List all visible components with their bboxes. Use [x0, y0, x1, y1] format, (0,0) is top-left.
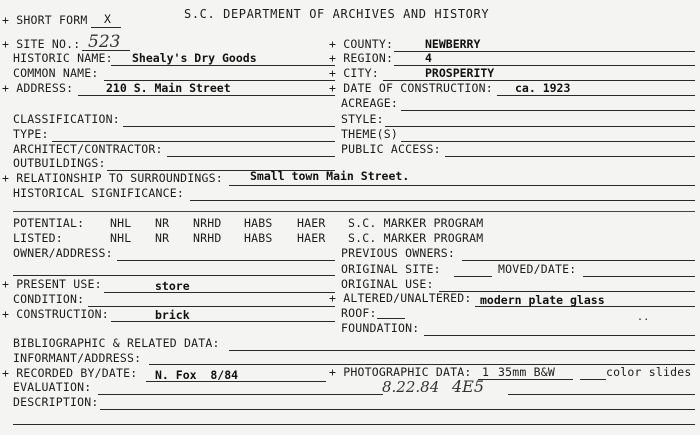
county-value: NEWBERRY: [425, 37, 481, 51]
outbuildings-label: OUTBUILDINGS:: [13, 156, 106, 170]
construction-value: brick: [155, 308, 190, 322]
potential-label: POTENTIAL:: [13, 216, 85, 230]
evaluation-label: EVALUATION:: [13, 380, 92, 394]
potential-marker-program: S.C. MARKER PROGRAM: [348, 216, 484, 230]
owner-address-line-2: [13, 275, 335, 276]
photo-count: 1: [482, 365, 490, 379]
present-use-label: + PRESENT USE:: [2, 277, 102, 291]
present-use-value: store: [155, 279, 190, 293]
bibliographic-label: BIBLIOGRAPHIC & RELATED DATA:: [13, 336, 220, 350]
description-label: DESCRIPTION:: [13, 395, 99, 409]
photo-35mm: 35mm B&W: [498, 365, 555, 379]
public-access-line: [445, 156, 695, 157]
architect-label: ARCHITECT/CONTRACTOR:: [13, 142, 163, 156]
previous-owners-line: [462, 260, 695, 261]
address-label: + ADDRESS:: [2, 81, 74, 95]
listed-marker-program: S.C. MARKER PROGRAM: [348, 231, 484, 245]
photographic-label: + PHOTOGRAPHIC DATA:: [329, 365, 472, 379]
section-divider: [13, 211, 695, 212]
relationship-line: [229, 185, 695, 186]
moved-date-label: MOVED/DATE:: [498, 262, 577, 276]
owner-address-line: [117, 260, 335, 261]
style-label: STYLE:: [341, 112, 384, 126]
potential-nhl: NHL: [110, 216, 132, 230]
date-of-construction-line: [497, 95, 695, 96]
common-name-label: COMMON NAME:: [13, 66, 99, 80]
theme-line: [401, 141, 695, 142]
potential-habs: HABS: [244, 216, 273, 230]
type-label: TYPE:: [13, 127, 49, 141]
site-no-value: 523: [88, 32, 121, 52]
moved-date-line: [583, 276, 695, 277]
listed-nr: NR: [155, 231, 170, 245]
historic-name-label: HISTORIC NAME:: [13, 51, 113, 65]
short-form-mark: X: [104, 12, 111, 26]
construction-label: + CONSTRUCTION:: [2, 307, 109, 321]
listed-haer: HAER: [297, 231, 326, 245]
relationship-value: Small town Main Street.: [250, 169, 410, 183]
altered-line: [475, 306, 695, 307]
relationship-label: + RELATIONSHIP TO SURROUNDINGS:: [2, 171, 223, 185]
recorded-by-label: + RECORDED BY/DATE:: [2, 366, 138, 380]
roof-line: [377, 318, 405, 319]
county-line: [394, 51, 695, 52]
original-use-line: [439, 291, 695, 292]
altered-label: + ALTERED/UNALTERED:: [329, 291, 472, 305]
public-access-label: PUBLIC ACCESS:: [341, 142, 441, 156]
informant-label: INFORMANT/ADDRESS:: [13, 351, 142, 365]
listed-nhl: NHL: [110, 231, 132, 245]
photo-35mm-line: [478, 379, 573, 380]
classification-label: CLASSIFICATION:: [13, 112, 120, 126]
condition-label: CONDITION:: [13, 292, 85, 306]
county-label: + COUNTY:: [329, 37, 394, 51]
short-form-label: + SHORT FORM: [2, 13, 88, 27]
original-site-label: ORIGINAL SITE:: [341, 262, 441, 276]
historical-significance-line: [190, 200, 695, 201]
acreage-label: ACREAGE:: [341, 96, 398, 110]
listed-habs: HABS: [244, 231, 273, 245]
potential-nr: NR: [155, 216, 170, 230]
evaluation-line: [98, 394, 383, 395]
address-line: [78, 95, 335, 96]
historic-name-value: Shealy's Dry Goods: [132, 51, 257, 65]
original-use-label: ORIGINAL USE:: [341, 277, 434, 291]
stray-marks: ..: [637, 312, 650, 323]
construction-line: [111, 321, 335, 322]
potential-haer: HAER: [297, 216, 326, 230]
foundation-line: [424, 335, 695, 336]
theme-label: THEME(S): [341, 127, 398, 141]
color-slides: color slides: [606, 365, 692, 379]
form-title: S.C. DEPARTMENT OF ARCHIVES AND HISTORY: [184, 7, 490, 21]
short-form-line: [91, 27, 121, 28]
bibliographic-line: [229, 350, 695, 351]
date-of-construction-label: + DATE OF CONSTRUCTION:: [329, 81, 493, 95]
recorded-by-line: [146, 381, 326, 382]
region-label: + REGION:: [329, 51, 394, 65]
city-value: PROSPERITY: [425, 66, 495, 80]
description-line-2: [13, 424, 695, 425]
photo-handwritten-date: 8.22.84: [382, 378, 440, 396]
potential-nrhd: NRHD: [193, 216, 222, 230]
listed-label: LISTED:: [13, 231, 63, 245]
present-use-line: [104, 292, 335, 293]
region-value: 4: [425, 51, 432, 65]
site-no-label: + SITE NO.:: [2, 37, 81, 51]
historic-name-line: [111, 65, 335, 66]
historical-significance-label: HISTORICAL SIGNIFICANCE:: [13, 186, 184, 200]
roof-label: ROOF:: [341, 306, 377, 320]
style-line: [385, 126, 695, 127]
color-slides-line: [580, 379, 606, 380]
address-value: 210 S. Main Street: [106, 81, 231, 95]
listed-nrhd: NRHD: [193, 231, 222, 245]
altered-value: modern plate glass: [480, 293, 605, 307]
foundation-label: FOUNDATION:: [341, 321, 420, 335]
evaluation-line-2: [508, 394, 695, 395]
owner-address-label: OWNER/ADDRESS:: [13, 246, 113, 260]
acreage-line: [401, 110, 695, 111]
recorded-by-value: N. Fox 8/84: [155, 368, 239, 382]
date-of-construction-value: ca. 1923: [515, 81, 571, 95]
previous-owners-label: PREVIOUS OWNERS:: [341, 246, 455, 260]
condition-line: [88, 306, 335, 307]
architect-line: [167, 156, 335, 157]
city-label: + CITY:: [329, 66, 379, 80]
description-line: [100, 409, 695, 410]
photo-handwritten-ref: 4E5: [452, 377, 485, 396]
original-site-line: [454, 276, 492, 277]
classification-line: [123, 126, 335, 127]
